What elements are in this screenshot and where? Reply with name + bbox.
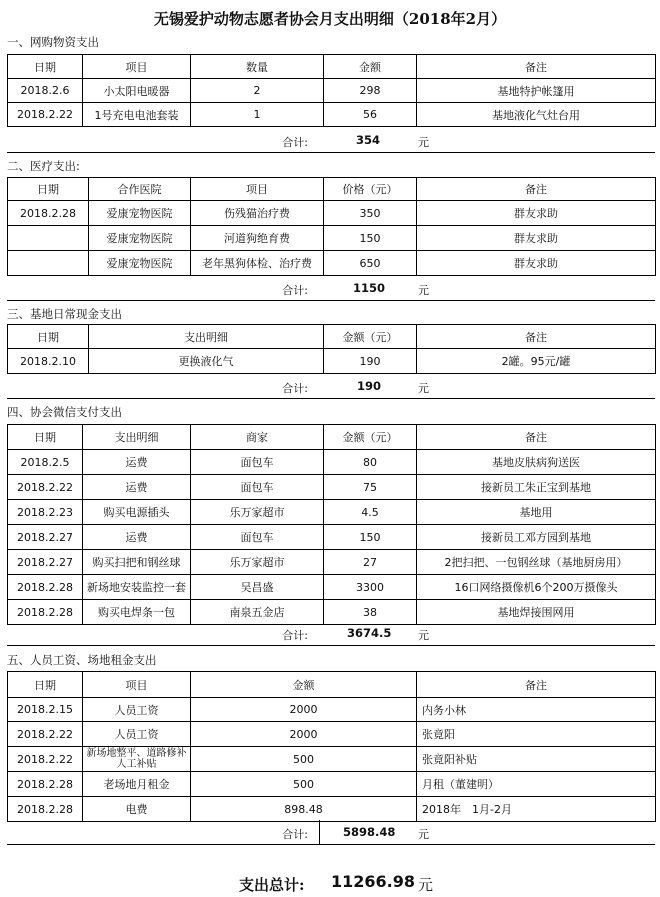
col-header-note: 备注 bbox=[417, 325, 656, 349]
table-row bbox=[8, 698, 656, 722]
unit-label: 元 bbox=[418, 629, 429, 642]
col-header-amount: 金额 bbox=[324, 55, 417, 79]
cell-quantity: 2 bbox=[191, 79, 324, 103]
cell-date: 2018.2.22 bbox=[8, 475, 83, 500]
col-header-date: 日期 bbox=[8, 55, 83, 79]
col-header-hospital: 合作医院 bbox=[89, 178, 191, 201]
table-row bbox=[8, 226, 656, 251]
cell-note: 接新员工邓方园到基地 bbox=[417, 525, 656, 550]
cell-date: 2018.2.27 bbox=[8, 550, 83, 575]
cell-date: 2018.2.27 bbox=[8, 525, 83, 550]
cell-note: 接新员工朱正宝到基地 bbox=[417, 475, 656, 500]
table-row bbox=[8, 550, 656, 575]
table-header-row bbox=[8, 325, 656, 349]
cell-detail: 购买电源插头 bbox=[83, 500, 191, 525]
table-row bbox=[8, 201, 656, 226]
table-header-row bbox=[8, 55, 656, 79]
cell-item: 电费 bbox=[83, 797, 191, 822]
cell-note: 张竟阳 bbox=[417, 722, 656, 747]
col-header-amount: 金额（元） bbox=[324, 325, 417, 349]
cell-merchant: 吴昌盛 bbox=[191, 575, 324, 600]
col-header-amount: 金额（元） bbox=[324, 425, 417, 450]
page-title: 无锡爱护动物志愿者协会月支出明细（2018年2月） bbox=[153, 10, 507, 28]
table-row bbox=[8, 575, 656, 600]
col-header-price: 价格（元） bbox=[324, 178, 417, 201]
table-header-row bbox=[8, 425, 656, 450]
wechat-pay-table bbox=[7, 424, 656, 625]
col-header-note: 备注 bbox=[417, 425, 656, 450]
cell-note: 基地特护帐篷用 bbox=[417, 79, 656, 103]
col-header-item: 项目 bbox=[191, 178, 324, 201]
cell-merchant: 南泉五金店 bbox=[191, 600, 324, 625]
cell-note: 张竟阳补贴 bbox=[417, 747, 656, 772]
section-heading-wages-rent: 五、人员工资、场地租金支出 bbox=[7, 653, 157, 667]
grand-total-value: 11266.98 bbox=[331, 872, 416, 891]
table-row bbox=[8, 475, 656, 500]
cell-amount: 38 bbox=[324, 600, 417, 625]
cell-amount: 500 bbox=[191, 772, 417, 797]
wages-rent-table bbox=[7, 671, 656, 822]
cell-note: 基地皮肤病狗送医 bbox=[417, 450, 656, 475]
col-header-amount: 金额 bbox=[191, 672, 417, 698]
table-row bbox=[8, 600, 656, 625]
cell-item: 新场地整平、道路修补人工补贴 bbox=[83, 747, 191, 772]
grand-total-label: 支出总计: bbox=[239, 876, 305, 894]
col-header-date: 日期 bbox=[8, 425, 83, 450]
cell-detail: 运费 bbox=[83, 450, 191, 475]
cell-date: 2018.2.28 bbox=[8, 575, 83, 600]
cell-item: 人员工资 bbox=[83, 698, 191, 722]
grand-total-unit: 元 bbox=[418, 876, 434, 894]
cell-amount: 75 bbox=[324, 475, 417, 500]
section3-total: 190 bbox=[357, 379, 382, 393]
section-heading-medical: 二、医疗支出: bbox=[7, 159, 80, 173]
cell-note: 2018年 1月-2月 bbox=[417, 797, 656, 822]
cell-amount: 2000 bbox=[191, 698, 417, 722]
table-row bbox=[8, 349, 656, 374]
cell-amount: 898.48 bbox=[191, 797, 417, 822]
cell-item: 河道狗绝育费 bbox=[191, 226, 324, 251]
cell-merchant: 面包车 bbox=[191, 450, 324, 475]
section-heading-wechat-pay: 四、协会微信支付支出 bbox=[7, 405, 122, 419]
base-cash-table bbox=[7, 324, 656, 374]
cell-price: 150 bbox=[324, 226, 417, 251]
cell-price: 650 bbox=[324, 251, 417, 276]
col-header-date: 日期 bbox=[8, 178, 89, 201]
cell-date: 2018.2.22 bbox=[8, 103, 83, 127]
cell-merchant: 乐万家超市 bbox=[191, 550, 324, 575]
cell-price: 350 bbox=[324, 201, 417, 226]
section-heading-online-purchases: 一、网购物资支出 bbox=[7, 35, 99, 49]
cell-hospital: 爱康宠物医院 bbox=[89, 251, 191, 276]
cell-item: 小太阳电暖器 bbox=[83, 79, 191, 103]
col-header-date: 日期 bbox=[8, 325, 89, 349]
col-header-date: 日期 bbox=[8, 672, 83, 698]
cell-note: 群友求助 bbox=[417, 251, 656, 276]
cell-note: 2把扫把、一包钢丝球（基地厨房用） bbox=[417, 550, 656, 575]
section4-total: 3674.5 bbox=[347, 626, 392, 640]
cell-date: 2018.2.15 bbox=[8, 698, 83, 722]
cell-item: 伤残猫治疗费 bbox=[191, 201, 324, 226]
col-header-note: 备注 bbox=[417, 55, 656, 79]
cell-date: 2018.2.22 bbox=[8, 747, 83, 772]
col-header-detail: 支出明细 bbox=[89, 325, 324, 349]
cell-date: 2018.2.6 bbox=[8, 79, 83, 103]
unit-label: 元 bbox=[418, 828, 429, 841]
unit-label: 元 bbox=[418, 382, 429, 395]
table-row bbox=[8, 500, 656, 525]
cell-date: 2018.2.22 bbox=[8, 722, 83, 747]
col-header-quantity: 数量 bbox=[191, 55, 324, 79]
cell-date: 2018.2.28 bbox=[8, 797, 83, 822]
cell-detail: 运费 bbox=[83, 475, 191, 500]
cell-detail: 更换液化气 bbox=[89, 349, 324, 374]
cell-amount: 27 bbox=[324, 550, 417, 575]
section-heading-base-cash: 三、基地日常现金支出 bbox=[7, 307, 122, 321]
online-purchase-table bbox=[7, 54, 656, 127]
cell-merchant: 面包车 bbox=[191, 525, 324, 550]
cell-detail: 购买电焊条一包 bbox=[83, 600, 191, 625]
col-header-item: 项目 bbox=[83, 55, 191, 79]
cell-date bbox=[8, 251, 89, 276]
unit-label: 元 bbox=[418, 136, 429, 149]
table-row bbox=[8, 797, 656, 822]
cell-item: 1号充电电池套装 bbox=[83, 103, 191, 127]
cell-amount: 150 bbox=[324, 525, 417, 550]
col-header-note: 备注 bbox=[417, 178, 656, 201]
cell-amount: 4.5 bbox=[324, 500, 417, 525]
col-header-note: 备注 bbox=[417, 672, 656, 698]
cell-amount: 2000 bbox=[191, 722, 417, 747]
table-header-row bbox=[8, 178, 656, 201]
table-row bbox=[8, 722, 656, 747]
cell-date bbox=[8, 226, 89, 251]
table-row bbox=[8, 251, 656, 276]
section2-total: 1150 bbox=[353, 281, 386, 295]
table-row bbox=[8, 525, 656, 550]
cell-amount: 56 bbox=[324, 103, 417, 127]
cell-detail: 购买扫把和钢丝球 bbox=[83, 550, 191, 575]
cell-note: 2罐。95元/罐 bbox=[417, 349, 656, 374]
cell-amount: 190 bbox=[324, 349, 417, 374]
col-header-detail: 支出明细 bbox=[83, 425, 191, 450]
cell-date: 2018.2.28 bbox=[8, 201, 89, 226]
table-row bbox=[8, 747, 656, 772]
table-row bbox=[8, 450, 656, 475]
cell-amount: 80 bbox=[324, 450, 417, 475]
cell-amount: 298 bbox=[324, 79, 417, 103]
col-header-item: 项目 bbox=[83, 672, 191, 698]
cell-note: 基地焊接围网用 bbox=[417, 600, 656, 625]
table-row bbox=[8, 772, 656, 797]
cell-date: 2018.2.5 bbox=[8, 450, 83, 475]
cell-detail: 运费 bbox=[83, 525, 191, 550]
cell-merchant: 面包车 bbox=[191, 475, 324, 500]
cell-note: 基地液化气灶台用 bbox=[417, 103, 656, 127]
cell-note: 群友求助 bbox=[417, 201, 656, 226]
cell-item: 人员工资 bbox=[83, 722, 191, 747]
cell-date: 2018.2.23 bbox=[8, 500, 83, 525]
cell-hospital: 爱康宠物医院 bbox=[89, 226, 191, 251]
cell-note: 16口网络摄像机6个200万摄像头 bbox=[417, 575, 656, 600]
cell-date: 2018.2.28 bbox=[8, 772, 83, 797]
cell-merchant: 乐万家超市 bbox=[191, 500, 324, 525]
table-row bbox=[8, 103, 656, 127]
cell-item: 老场地月租金 bbox=[83, 772, 191, 797]
section1-total: 354 bbox=[356, 133, 381, 147]
cell-date: 2018.2.10 bbox=[8, 349, 89, 374]
medical-expense-table bbox=[7, 177, 656, 276]
table-row bbox=[8, 79, 656, 103]
cell-note: 群友求助 bbox=[417, 226, 656, 251]
table-header-row bbox=[8, 672, 656, 698]
cell-note: 内务小林 bbox=[417, 698, 656, 722]
cell-amount: 500 bbox=[191, 747, 417, 772]
cell-quantity: 1 bbox=[191, 103, 324, 127]
unit-label: 元 bbox=[418, 284, 429, 297]
col-header-merchant: 商家 bbox=[191, 425, 324, 450]
cell-note: 基地用 bbox=[417, 500, 656, 525]
cell-detail: 新场地安装监控一套 bbox=[83, 575, 191, 600]
cell-hospital: 爱康宠物医院 bbox=[89, 201, 191, 226]
cell-note: 月租（董建明） bbox=[417, 772, 656, 797]
cell-item: 老年黑狗体检、治疗费 bbox=[191, 251, 324, 276]
cell-date: 2018.2.28 bbox=[8, 600, 83, 625]
section5-total: 5898.48 bbox=[343, 825, 396, 839]
cell-amount: 3300 bbox=[324, 575, 417, 600]
